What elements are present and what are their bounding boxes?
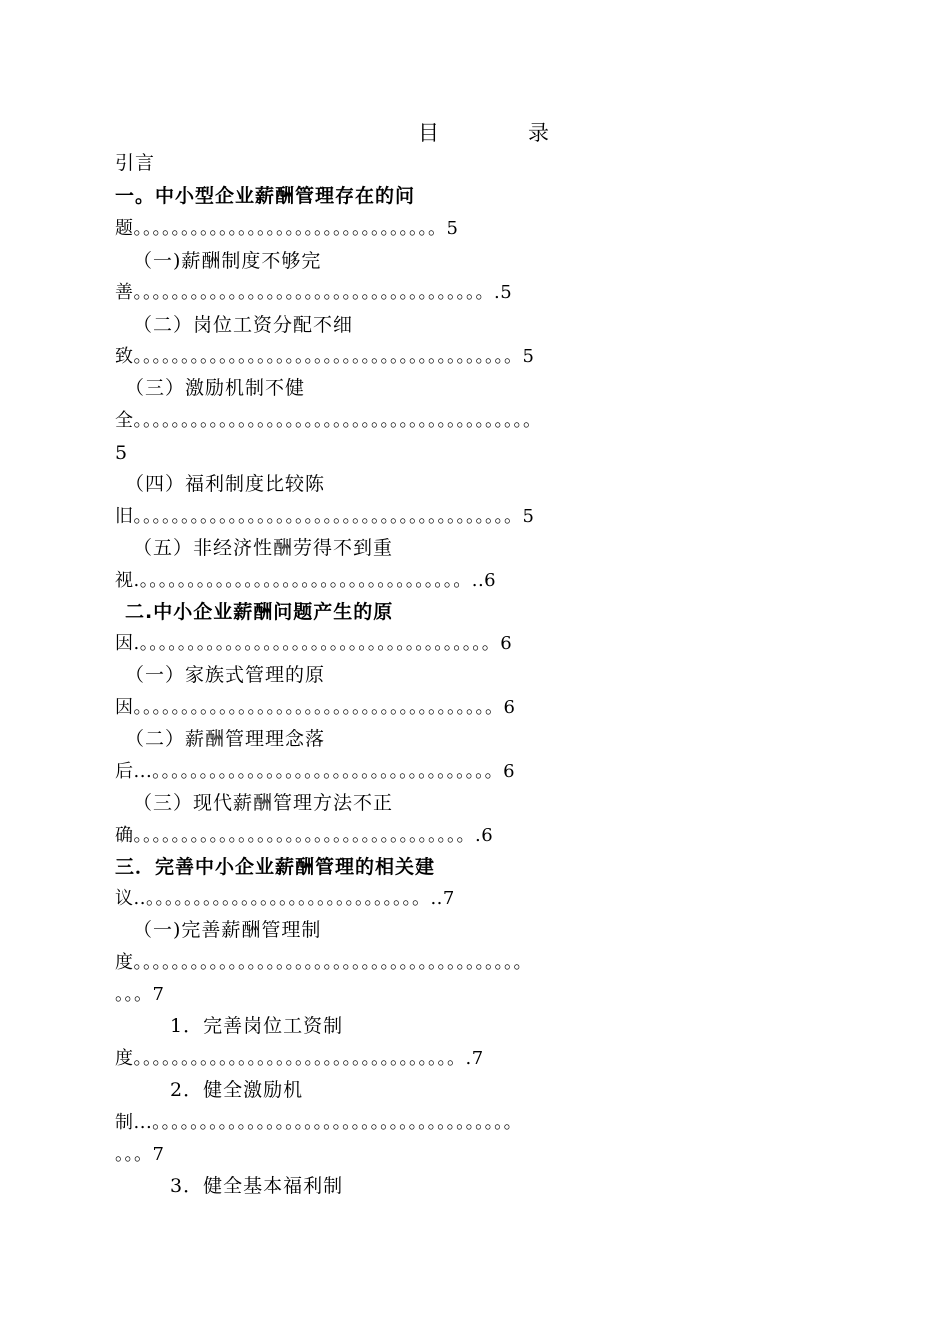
toc-entry: （五）非经济性酬劳得不到重: [133, 537, 394, 559]
toc-entry: （一)完善薪酬管理制: [133, 919, 322, 941]
toc-entry: 2．健全激励机: [170, 1079, 304, 1101]
toc-entry-leader: 后...。。。。。。。。。。。。。。。。。。。。。。。。。。。。。。。。。。。。6: [115, 761, 516, 782]
toc-entry-leader: 善。。。。。。。。。。。。。。。。。。。。。。。。。。。。。。。。。。。。。.5: [115, 282, 513, 303]
toc-entry: 1．完善岗位工资制: [170, 1015, 344, 1037]
toc-entry: （二）岗位工资分配不细: [133, 314, 354, 336]
toc-entry-leader: 确。。。。。。。。。。。。。。。。。。。。。。。。。。。。。。。。。。。.6: [115, 825, 494, 846]
toc-intro: 引言: [115, 152, 156, 174]
toc-entry-leader: 议..。。。。。。。。。。。。。。。。。。。。。。。。。。。。。..7: [115, 888, 455, 909]
toc-entry-leader: 旧。。。。。。。。。。。。。。。。。。。。。。。。。。。。。。。。。。。。。。。。5: [115, 506, 535, 527]
toc-entry: 三．完善中小企业薪酬管理的相关建: [115, 856, 436, 878]
toc-entry-leader: 度。。。。。。。。。。。。。。。。。。。。。。。。。。。。。。。。。。.7: [115, 1048, 484, 1069]
toc-page-number: 5: [115, 442, 129, 464]
toc-entry: （一）家族式管理的原: [125, 664, 326, 686]
toc-entry-leader: 制...。。。。。。。。。。。。。。。。。。。。。。。。。。。。。。。。。。。。。。: [115, 1112, 523, 1133]
toc-entry: （二）薪酬管理理念落: [125, 728, 326, 750]
toc-entry-leader: 。。。7: [115, 984, 165, 1005]
toc-entry: 二.中小企业薪酬问题产生的原: [125, 601, 394, 623]
toc-entry: 一。中小型企业薪酬管理存在的问: [115, 185, 416, 207]
toc-entry-leader: 视.。。。。。。。。。。。。。。。。。。。。。。。。。。。。。。。。。。..6: [115, 570, 497, 591]
toc-entry: （四）福利制度比较陈: [125, 473, 326, 495]
toc-entry: （一)薪酬制度不够完: [133, 250, 322, 272]
toc-title-left: 目: [418, 121, 439, 145]
toc-entry-leader: 因.。。。。。。。。。。。。。。。。。。。。。。。。。。。。。。。。。。。。。6: [115, 633, 513, 654]
toc-entry-leader: 。。。7: [115, 1144, 165, 1165]
toc-entry: 3．健全基本福利制: [170, 1175, 344, 1197]
toc-entry-leader: 致。。。。。。。。。。。。。。。。。。。。。。。。。。。。。。。。。。。。。。。。5: [115, 346, 535, 367]
toc-entry: （三）激励机制不健: [125, 377, 306, 399]
toc-entry-leader: 全。。。。。。。。。。。。。。。。。。。。。。。。。。。。。。。。。。。。。。。。。。: [115, 410, 542, 431]
toc-title-right: 录: [528, 121, 549, 145]
toc-entry-leader: 度。。。。。。。。。。。。。。。。。。。。。。。。。。。。。。。。。。。。。。。。。: [115, 952, 532, 973]
toc-entry-leader: 题。。。。。。。。。。。。。。。。。。。。。。。。。。。。。。。。5: [115, 218, 459, 239]
toc-entry: （三）现代薪酬管理方法不正: [133, 792, 394, 814]
toc-entry-leader: 因。。。。。。。。。。。。。。。。。。。。。。。。。。。。。。。。。。。。。。6: [115, 697, 516, 718]
